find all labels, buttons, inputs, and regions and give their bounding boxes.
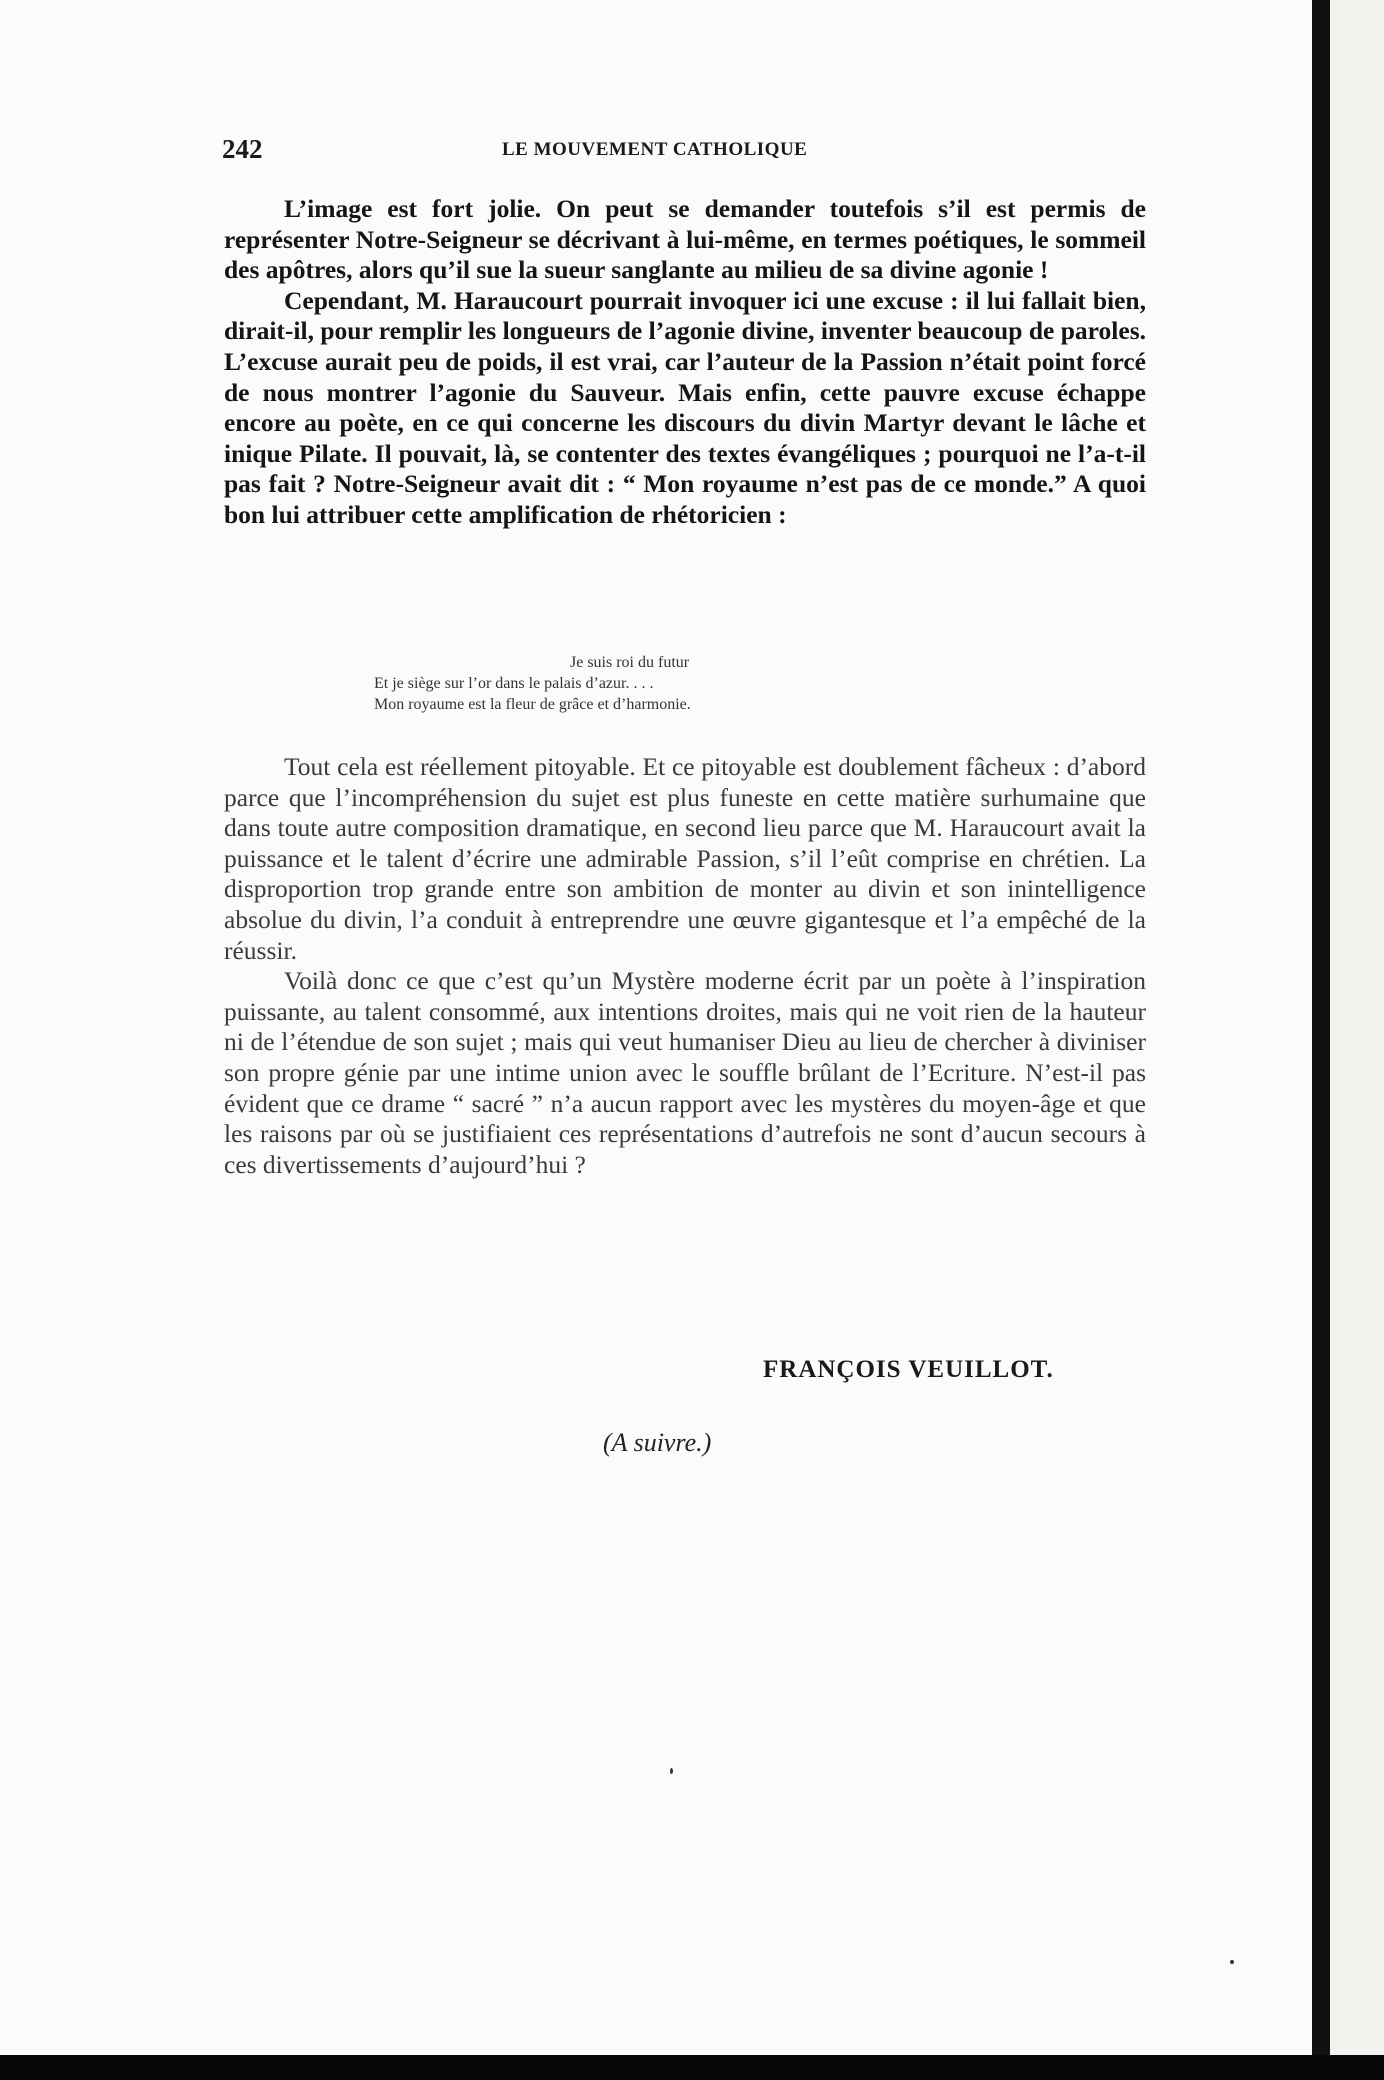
- page-number: 242: [222, 134, 263, 164]
- scan-speck: [670, 1768, 673, 1774]
- text-block-lower: [224, 752, 1146, 1180]
- next-page-edge: [1330, 0, 1384, 2055]
- scan-gutter-shadow: [1312, 0, 1330, 2055]
- scan-speck: [1230, 1960, 1234, 1964]
- continued-note: (A suivre.): [603, 1428, 712, 1457]
- scan-bottom-border: [0, 2055, 1384, 2080]
- author-signature: FRANÇOIS VEUILLOT.: [763, 1356, 1054, 1383]
- paragraph: Tout cela est réellement pitoyable. Et ce pitoyable est doublement fâcheux : d’abord parce que l’incompréhension du sujet est plus funeste en cette matière surhumaine que dans toute autre composition dramatique, en second lieu parce que M. Haraucourt avait la puissance et le talent d’écrire une admirable Passion, s’il l’eût comprise en chrétien. La disproportion trop grande entre son ambition de monter au divin et son inintelligence absolue du divin, l’a conduit à entreprendre une œuvre gigantesque et l’a empêché de la réussir.: [224, 752, 1146, 965]
- paragraph: Cependant, M. Haraucourt pourrait invoquer ici une excuse : il lui fallait bien, dirait-il, pour remplir les longueurs de l’agonie divine, inventer beaucoup de paroles. L’excuse aurait peu de poids, il est vrai, car l’auteur de la Passion n’était point forcé de nous montrer l’agonie du Sauveur. Mais enfin, cette pauvre excuse échappe encore au poète, en ce qui concerne les discours du divin Martyr devant le lâche et inique Pilate. Il pouvait, là, se contenter des textes évangéliques ; pourquoi ne l’a-t-il pas fait ? Notre-Seigneur avait dit : “ Mon royaume n’est pas de ce monde.” A quoi bon lui attribuer cette amplification de rhétoricien :: [224, 285, 1146, 529]
- running-title: LE MOUVEMENT CATHOLIQUE: [502, 139, 808, 160]
- verse-line: Mon royaume est la fleur de grâce et d’harmonie.: [374, 696, 691, 713]
- verse-line: Et je siège sur l’or dans le palais d’azur. . . .: [374, 675, 654, 692]
- page-header: [222, 134, 894, 166]
- verse-line: Je suis roi du futur: [570, 654, 690, 671]
- paragraph: L’image est fort jolie. On peut se demander toutefois s’il est permis de représenter Notre-Seigneur se décrivant à lui-même, en termes poétiques, le sommeil des apôtres, alors qu’il sue la sueur sanglante au milieu de sa divine agonie !: [224, 194, 1146, 285]
- paragraph: Voilà donc ce que c’est qu’un Mystère moderne écrit par un poète à l’inspiration puissante, au talent consommé, aux intentions droites, mais qui ne voit rien de la hauteur ni de l’étendue de son sujet ; mais qui veut humaniser Dieu au lieu de chercher à diviniser son propre génie par une intime union avec le souffle brûlant de l’Ecriture. N’est-il pas évident que ce drame “ sacré ” n’a aucun rapport avec les mystères du moyen-âge et que les raisons par où se justifiaient ces représentations d’autrefois ne sont d’aucun secours à ces divertissements d’aujourd’hui ?: [224, 966, 1146, 1179]
- text-block-upper: [224, 194, 1146, 531]
- verse-quotation: [374, 652, 934, 715]
